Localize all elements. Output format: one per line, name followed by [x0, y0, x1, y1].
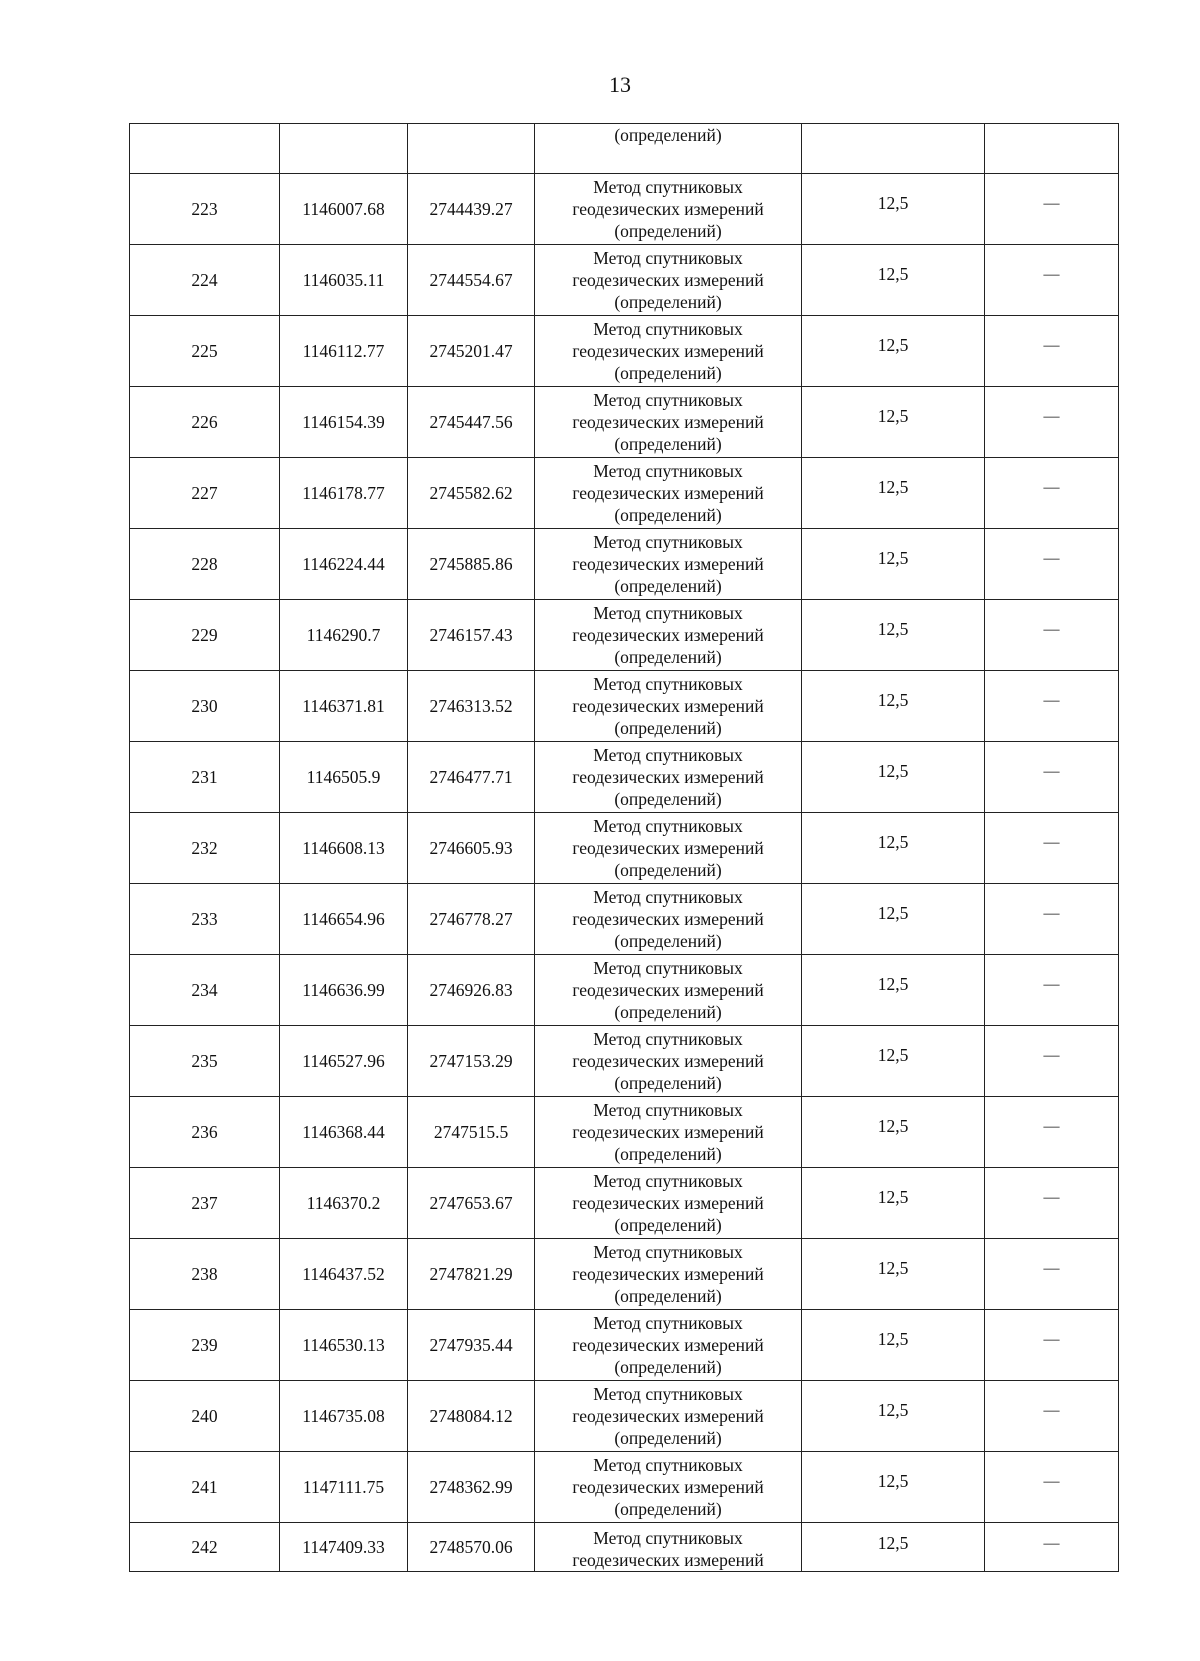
- cell-precision-text: 12,5: [877, 1400, 909, 1420]
- cell-dash: [985, 1452, 1119, 1523]
- cell-num: 223: [130, 174, 280, 245]
- cell-y: 2747935.44: [408, 1310, 535, 1381]
- method-line: (определений): [614, 1144, 722, 1164]
- cell-dash: [985, 1310, 1119, 1381]
- cell-dash-text: —: [1043, 621, 1060, 638]
- cell-x: 1146368.44: [280, 1097, 408, 1168]
- cell-x: 1146178.77: [280, 458, 408, 529]
- cell-precision-text: 12,5: [877, 477, 909, 497]
- method-line: геодезических измерений: [572, 1264, 764, 1284]
- cell-num: 226: [130, 387, 280, 458]
- cell-method: [535, 316, 802, 387]
- cell-precision-text: 12,5: [877, 548, 909, 568]
- table-body: [130, 124, 1119, 1572]
- cell-y: 2746477.71: [408, 742, 535, 813]
- method-line: Метод спутниковых: [593, 887, 743, 907]
- method-line: геодезических измерений: [572, 483, 764, 503]
- cell-num: 228: [130, 529, 280, 600]
- cell-dash-text: —: [1043, 1402, 1060, 1419]
- cell-num: 225: [130, 316, 280, 387]
- method-line: Метод спутниковых: [593, 461, 743, 481]
- method-line: (определений): [614, 1499, 722, 1519]
- cell-precision-text: 12,5: [877, 1471, 909, 1491]
- cell-precision-text: 12,5: [877, 761, 909, 781]
- cell-num: 229: [130, 600, 280, 671]
- cell-method: [535, 1097, 802, 1168]
- cell-dash: [985, 813, 1119, 884]
- cell-x: 1146654.96: [280, 884, 408, 955]
- method-line: (определений): [614, 1428, 722, 1448]
- cell-y: 2748084.12: [408, 1381, 535, 1452]
- cell-num: 234: [130, 955, 280, 1026]
- cell-dash-text: —: [1043, 905, 1060, 922]
- cell-dash: [985, 1168, 1119, 1239]
- method-line: (определений): [614, 1073, 722, 1093]
- cell-precision: [802, 1310, 985, 1381]
- method-line: (определений): [614, 292, 722, 312]
- cell-x: 1146224.44: [280, 529, 408, 600]
- cell-dash-text: —: [1043, 834, 1060, 851]
- cell-precision-text: 12,5: [877, 690, 909, 710]
- table-row: [130, 1523, 1119, 1572]
- cell-x: 1146370.2: [280, 1168, 408, 1239]
- cell-y: 2744439.27: [408, 174, 535, 245]
- cell-precision-text: 12,5: [877, 406, 909, 426]
- cell-y: 2745201.47: [408, 316, 535, 387]
- cell-precision: [802, 245, 985, 316]
- cell-dash: [985, 884, 1119, 955]
- cell-precision: [802, 1452, 985, 1523]
- method-line: геодезических измерений: [572, 1406, 764, 1426]
- cell-dash: [985, 245, 1119, 316]
- continued-row: [130, 124, 1119, 174]
- cell-precision: [802, 387, 985, 458]
- cell-precision-text: 12,5: [877, 619, 909, 639]
- cell-dash: [985, 124, 1119, 174]
- cell-method: [535, 955, 802, 1026]
- table-row: [130, 1310, 1119, 1381]
- page-number: 13: [609, 72, 631, 97]
- cell-num: 233: [130, 884, 280, 955]
- cell-dash-text: —: [1043, 1331, 1060, 1348]
- cell-x: 1146608.13: [280, 813, 408, 884]
- cell-x: 1146636.99: [280, 955, 408, 1026]
- cell-method: [535, 1026, 802, 1097]
- cell-dash: [985, 1097, 1119, 1168]
- cell-num: 231: [130, 742, 280, 813]
- method-line: Метод спутниковых: [593, 1313, 743, 1333]
- cell-dash: [985, 1239, 1119, 1310]
- table-row: [130, 387, 1119, 458]
- method-line: геодезических измерений: [572, 1550, 764, 1570]
- cell-num: 227: [130, 458, 280, 529]
- table-row: [130, 671, 1119, 742]
- method-line: (определений): [614, 860, 722, 880]
- table-row: [130, 1168, 1119, 1239]
- cell-method: [535, 529, 802, 600]
- method-line: геодезических измерений: [572, 1051, 764, 1071]
- method-line: Метод спутниковых: [593, 1100, 743, 1120]
- method-line: геодезических измерений: [572, 412, 764, 432]
- cell-dash: [985, 529, 1119, 600]
- cell-precision-text: 12,5: [877, 1258, 909, 1278]
- cell-dash-text: —: [1043, 692, 1060, 709]
- cell-precision: [802, 124, 985, 174]
- cell-x: 1146505.9: [280, 742, 408, 813]
- cell-x: 1146007.68: [280, 174, 408, 245]
- method-line: (определений): [614, 789, 722, 809]
- method-line: Метод спутниковых: [593, 816, 743, 836]
- cell-precision: [802, 600, 985, 671]
- cell-y: 2746778.27: [408, 884, 535, 955]
- table-row: [130, 884, 1119, 955]
- cell-dash-text: —: [1043, 1118, 1060, 1135]
- table-row: [130, 245, 1119, 316]
- table-row: [130, 1381, 1119, 1452]
- cell-y: [408, 124, 535, 174]
- method-line: геодезических измерений: [572, 625, 764, 645]
- cell-dash-text: —: [1043, 408, 1060, 425]
- cell-dash-text: —: [1043, 976, 1060, 993]
- cell-dash: [985, 1523, 1119, 1572]
- cell-x: [280, 124, 408, 174]
- method-line: Метод спутниковых: [593, 958, 743, 978]
- cell-method: [535, 884, 802, 955]
- cell-method: [535, 671, 802, 742]
- cell-num: [130, 124, 280, 174]
- method-line: (определений): [614, 576, 722, 596]
- cell-precision: [802, 1239, 985, 1310]
- cell-method: [535, 387, 802, 458]
- cell-dash-text: —: [1043, 337, 1060, 354]
- cell-x: 1146290.7: [280, 600, 408, 671]
- method-line: геодезических измерений: [572, 270, 764, 290]
- method-line: Метод спутниковых: [593, 1528, 743, 1548]
- cell-dash: [985, 742, 1119, 813]
- method-line: геодезических измерений: [572, 1193, 764, 1213]
- cell-x: 1147409.33: [280, 1523, 408, 1572]
- cell-dash-text: —: [1043, 1189, 1060, 1206]
- cell-y: 2746313.52: [408, 671, 535, 742]
- method-line: Метод спутниковых: [593, 177, 743, 197]
- method-line: геодезических измерений: [572, 1122, 764, 1142]
- cell-method: [535, 742, 802, 813]
- cell-x: 1146735.08: [280, 1381, 408, 1452]
- cell-num: 237: [130, 1168, 280, 1239]
- cell-num: 224: [130, 245, 280, 316]
- method-line: (определений): [614, 1357, 722, 1377]
- cell-dash-text: —: [1043, 195, 1060, 212]
- method-line: (определений): [614, 505, 722, 525]
- cell-precision-text: 12,5: [877, 832, 909, 852]
- cell-precision: [802, 1381, 985, 1452]
- method-line: Метод спутниковых: [593, 1242, 743, 1262]
- cell-num: 236: [130, 1097, 280, 1168]
- method-line: Метод спутниковых: [593, 1455, 743, 1475]
- cell-method: [535, 174, 802, 245]
- cell-dash: [985, 1381, 1119, 1452]
- cell-precision-text: 12,5: [877, 335, 909, 355]
- cell-num: 239: [130, 1310, 280, 1381]
- cell-method: [535, 245, 802, 316]
- cell-precision: [802, 316, 985, 387]
- cell-y: 2747153.29: [408, 1026, 535, 1097]
- method-line: Метод спутниковых: [593, 319, 743, 339]
- cell-precision: [802, 813, 985, 884]
- method-line: геодезических измерений: [572, 199, 764, 219]
- method-line: Метод спутниковых: [593, 532, 743, 552]
- cell-method: [535, 1168, 802, 1239]
- cell-x: 1146154.39: [280, 387, 408, 458]
- cell-num: 230: [130, 671, 280, 742]
- table-row: [130, 174, 1119, 245]
- method-line: геодезических измерений: [572, 1477, 764, 1497]
- cell-precision: [802, 1097, 985, 1168]
- cell-precision-text: 12,5: [877, 1329, 909, 1349]
- cell-precision: [802, 1523, 985, 1572]
- cell-dash-text: —: [1043, 1047, 1060, 1064]
- cell-x: 1146112.77: [280, 316, 408, 387]
- cell-method: [535, 1523, 802, 1572]
- method-line: Метод спутниковых: [593, 248, 743, 268]
- table-row: [130, 529, 1119, 600]
- cell-dash: [985, 458, 1119, 529]
- cell-precision: [802, 174, 985, 245]
- cell-x: 1146371.81: [280, 671, 408, 742]
- table-row: [130, 458, 1119, 529]
- method-line: Метод спутниковых: [593, 1171, 743, 1191]
- table-row: [130, 600, 1119, 671]
- method-line: Метод спутниковых: [593, 390, 743, 410]
- cell-num: 235: [130, 1026, 280, 1097]
- cell-method: (определений): [535, 124, 802, 174]
- cell-y: 2745582.62: [408, 458, 535, 529]
- cell-method: [535, 1310, 802, 1381]
- cell-method: [535, 600, 802, 671]
- cell-x: 1147111.75: [280, 1452, 408, 1523]
- cell-precision: [802, 884, 985, 955]
- cell-dash-text: —: [1043, 1473, 1060, 1490]
- cell-method: [535, 813, 802, 884]
- cell-dash-text: —: [1043, 550, 1060, 567]
- cell-y: 2745885.86: [408, 529, 535, 600]
- table-row: [130, 813, 1119, 884]
- cell-dash-text: —: [1043, 1260, 1060, 1277]
- cell-y: 2746605.93: [408, 813, 535, 884]
- cell-y: 2746157.43: [408, 600, 535, 671]
- cell-dash: [985, 600, 1119, 671]
- method-line: геодезических измерений: [572, 980, 764, 1000]
- cell-precision: [802, 1026, 985, 1097]
- method-line: (определений): [614, 363, 722, 383]
- method-line: (определений): [614, 221, 722, 241]
- cell-precision: [802, 1168, 985, 1239]
- method-line: геодезических измерений: [572, 909, 764, 929]
- cell-num: 241: [130, 1452, 280, 1523]
- table-row: [130, 742, 1119, 813]
- method-line: геодезических измерений: [572, 341, 764, 361]
- cell-y: 2748362.99: [408, 1452, 535, 1523]
- cell-dash: [985, 955, 1119, 1026]
- table-row: [130, 1452, 1119, 1523]
- cell-num: 232: [130, 813, 280, 884]
- cell-num: 238: [130, 1239, 280, 1310]
- cell-x: 1146437.52: [280, 1239, 408, 1310]
- cell-y: 2748570.06: [408, 1523, 535, 1572]
- method-line: геодезических измерений: [572, 767, 764, 787]
- cell-precision-text: 12,5: [877, 193, 909, 213]
- table-row: [130, 955, 1119, 1026]
- cell-method: [535, 1452, 802, 1523]
- cell-y: 2744554.67: [408, 245, 535, 316]
- table-row: [130, 1097, 1119, 1168]
- method-line: (определений): [614, 1215, 722, 1235]
- table-row: [130, 1239, 1119, 1310]
- method-line: (определений): [614, 434, 722, 454]
- cell-precision: [802, 458, 985, 529]
- cell-precision-text: 12,5: [877, 1116, 909, 1136]
- cell-y: 2745447.56: [408, 387, 535, 458]
- cell-dash-text: —: [1043, 763, 1060, 780]
- cell-y: 2747821.29: [408, 1239, 535, 1310]
- cell-precision: [802, 955, 985, 1026]
- method-line: (определений): [614, 1286, 722, 1306]
- cell-method: [535, 458, 802, 529]
- cell-num: 242: [130, 1523, 280, 1572]
- method-line: геодезических измерений: [572, 554, 764, 574]
- cell-x: 1146527.96: [280, 1026, 408, 1097]
- table-row: [130, 1026, 1119, 1097]
- cell-dash-text: —: [1043, 266, 1060, 283]
- cell-precision-text: 12,5: [877, 1533, 909, 1553]
- method-line: Метод спутниковых: [593, 674, 743, 694]
- method-line: Метод спутниковых: [593, 745, 743, 765]
- cell-dash: [985, 671, 1119, 742]
- cell-precision: [802, 742, 985, 813]
- cell-dash: [985, 387, 1119, 458]
- cell-precision: [802, 671, 985, 742]
- cell-precision-text: 12,5: [877, 903, 909, 923]
- cell-x: 1146530.13: [280, 1310, 408, 1381]
- cell-precision-text: 12,5: [877, 1045, 909, 1065]
- cell-dash: [985, 1026, 1119, 1097]
- method-line: геодезических измерений: [572, 838, 764, 858]
- cell-dash-text: —: [1043, 1535, 1060, 1552]
- cell-method: [535, 1381, 802, 1452]
- cell-y: 2747653.67: [408, 1168, 535, 1239]
- cell-y: 2746926.83: [408, 955, 535, 1026]
- table-row: [130, 316, 1119, 387]
- method-line: Метод спутниковых: [593, 1384, 743, 1404]
- method-line: Метод спутниковых: [593, 1029, 743, 1049]
- cell-precision-text: 12,5: [877, 1187, 909, 1207]
- cell-precision: [802, 529, 985, 600]
- method-line: Метод спутниковых: [593, 603, 743, 623]
- cell-dash-text: —: [1043, 479, 1060, 496]
- cell-precision-text: 12,5: [877, 264, 909, 284]
- cell-method: [535, 1239, 802, 1310]
- cell-dash: [985, 316, 1119, 387]
- method-line: геодезических измерений: [572, 1335, 764, 1355]
- method-line: (определений): [614, 647, 722, 667]
- method-line: (определений): [614, 718, 722, 738]
- cell-y: 2747515.5: [408, 1097, 535, 1168]
- cell-dash: [985, 174, 1119, 245]
- method-line: (определений): [614, 1002, 722, 1022]
- cell-precision-text: 12,5: [877, 974, 909, 994]
- method-line: геодезических измерений: [572, 696, 764, 716]
- method-line: (определений): [614, 931, 722, 951]
- cell-x: 1146035.11: [280, 245, 408, 316]
- cell-num: 240: [130, 1381, 280, 1452]
- coordinates-table: [129, 123, 1119, 1572]
